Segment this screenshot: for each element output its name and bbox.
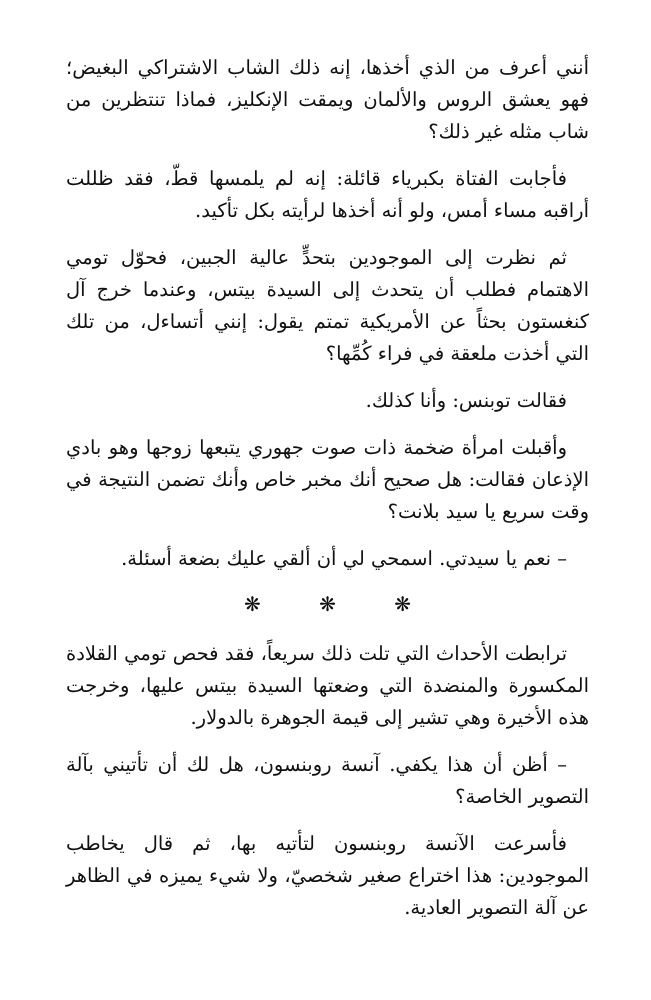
dialogue-line: – نعم يا سيدتي. اسمحي لي أن ألقي عليك بضعة أسئلة. — [121, 547, 567, 570]
paragraph: ترابطت الأحداث التي تلت ذلك سريعاً، فقد فحص تومي القلادة المكسورة والمنضدة التي وضعتها السيدة بيتس عليها، وخرجت هذه الأخيرة وهي تشير إلى قيمة الجوهرة بالدولار. — [66, 642, 589, 729]
paragraph: أنني أعرف من الذي أخذها، إنه ذلك الشاب الاشتراكي البغيض؛ فهو يعشق الروس والألمان ويمقت الإنكليز، فماذا تنتظرين من شاب مثله غير ذلك؟ — [66, 56, 589, 143]
paragraph: فأجابت الفتاة بكبرياء قائلة: إنه لم يلمسها قطّ، فقد ظللت أراقبه مساء أمس، ولو أنه أخذها لرأيته بكل تأكيد. — [66, 167, 589, 222]
paragraph: ثم نظرت إلى الموجودين بتحدٍّ عالية الجبين، فحوّل تومي الاهتمام فطلب أن يتحدث إلى السيدة بيتس، وعندما خرج آل كنغستون بحثاً عن الأمريكية تمتم يقول: إنني أتساءل، من تلك التي أخذت ملعقة في فراء كُمِّها؟ — [66, 246, 589, 365]
dialogue-line: – أظن أن هذا يكفي. آنسة روبنسون، هل لك أن تأتيني بآلة التصوير الخاصة؟ — [66, 753, 589, 808]
section-separator: ❋ ❋ ❋ — [244, 592, 437, 616]
paragraph: وأقبلت امرأة ضخمة ذات صوت جهوري يتبعها زوجها وهو بادي الإذعان فقالت: هل صحيح أنك مخبر خاص وأنك تضمن النتيجة في وقت سريع يا سيد بلانت؟ — [66, 436, 589, 523]
paragraph: فأسرعت الآنسة روبنسون لتأتيه بها، ثم قال يخاطب الموجودين: هذا اختراع صغير شخصيّ، ولا شيء يميزه في الظاهر عن آلة التصوير العادية. — [66, 832, 589, 919]
paragraph: فقالت توبنس: وأنا كذلك. — [365, 389, 567, 412]
